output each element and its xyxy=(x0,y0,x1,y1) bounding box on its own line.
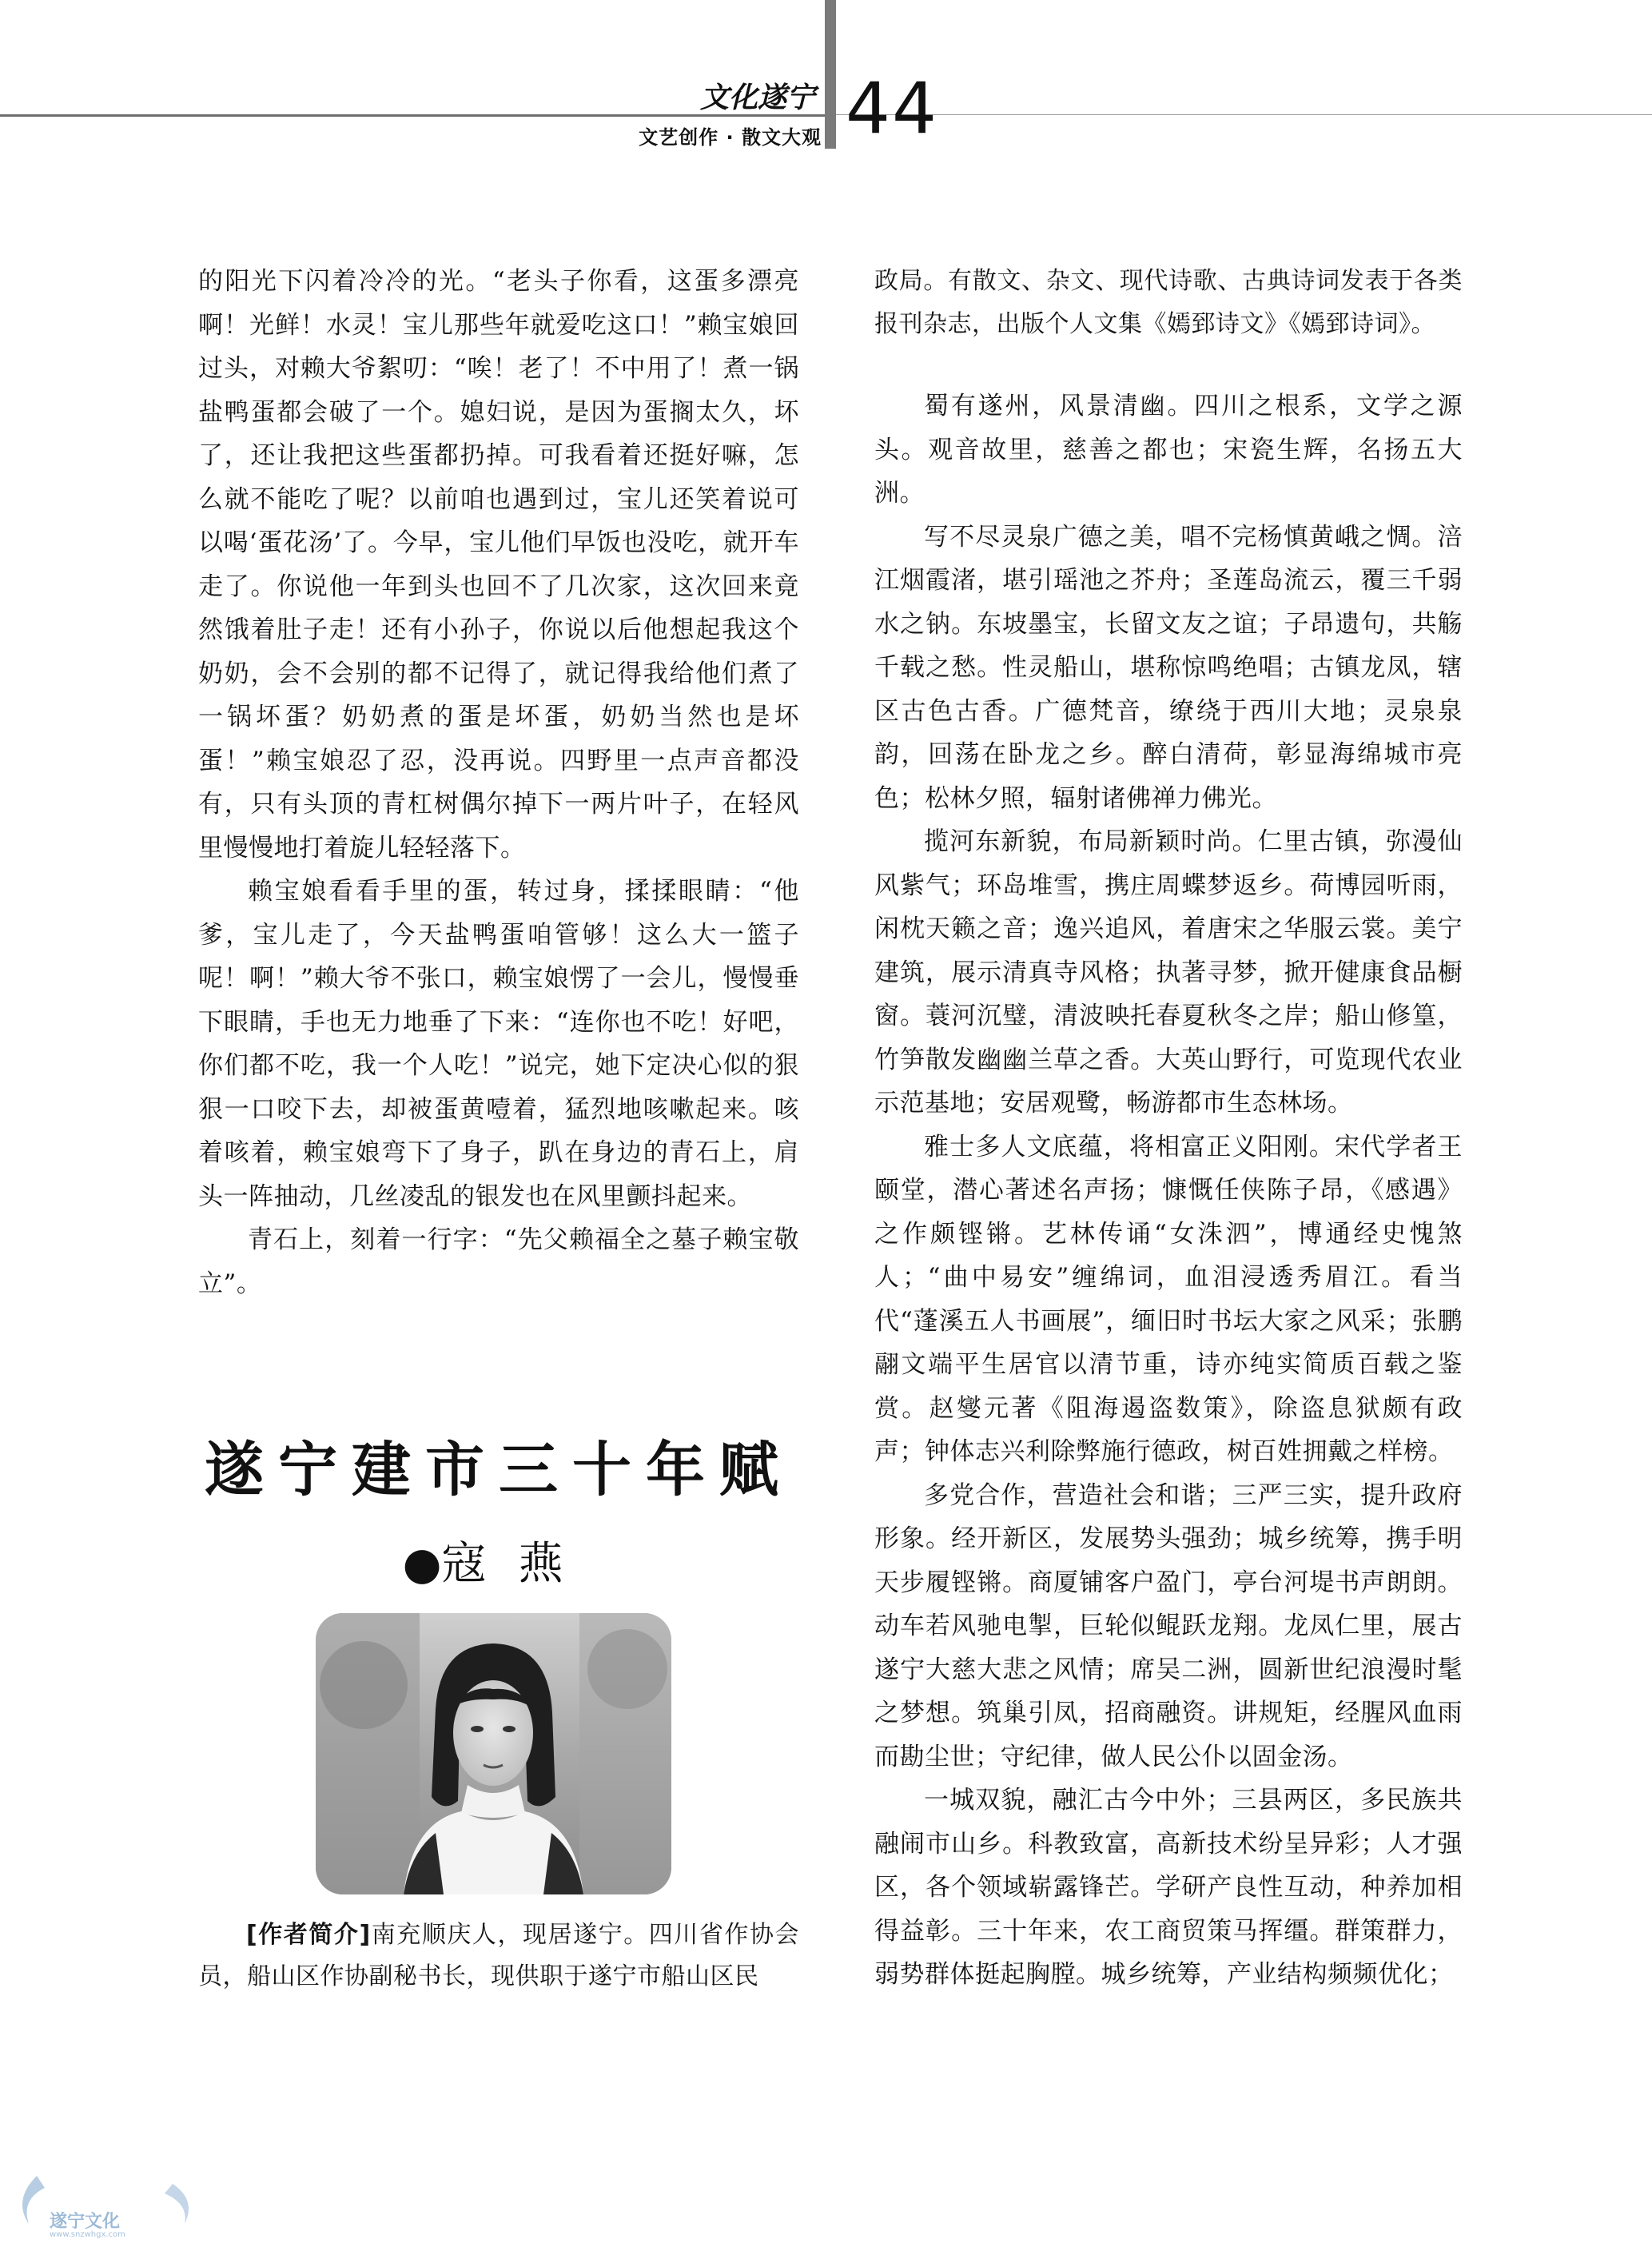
story-paragraph: 青石上，刻着一行字：“先父赖福全之墓子赖宝敬立”。 xyxy=(198,1225,799,1298)
column-spacer xyxy=(874,346,1463,384)
author-portrait-image xyxy=(316,1613,671,1894)
story-paragraph: 的阳光下闪着冷冷的光。“老头子你看，这蛋多漂亮啊！光鲜！水灵！宝儿那些年就爱吃这口！”赖宝娘回过头，对赖大爷絮叨：“唉！老了！不中用了！煮一锅盐鸭蛋都会破了一个。媳妇说，是因为蛋搁太久，坏了，还让我把这些蛋都扔掉。可我看着还挺好嘛，怎么就不能吃了呢？以前咱也遇到过，宝儿还笑着说可以喝‘蛋花汤’了。今早，宝儿他们早饭也没吃，就开车走了。你说他一年到头也回不了几次家，这次回来竟然饿着肚子走！还有小孙子，你说以后他想起我这个奶奶，会不会别的都不记得了，就记得我给他们煮了一锅坏蛋？奶奶煮的蛋是坏蛋，奶奶当然也是坏蛋！”赖宝娘忍了忍，没再说。四野里一点声音都没有，只有头顶的青杠树偶尔掉下一两片叶子，在轻风里慢慢地打着旋儿轻轻落下。 xyxy=(198,267,799,863)
header-vertical-bar xyxy=(825,0,836,149)
article-paragraph: 写不尽灵泉广德之美，唱不完杨慎黄峨之惆。涪江烟霞渚，堪引瑶池之芥舟；圣莲岛流云，覆三千弱水之钠。东坡墨宝，长留文友之谊；子昂遗句，共觞千载之愁。性灵船山，堪称惊鸣绝唱；古镇龙凤，辖区古色古香。广德梵音，缭绕于西川大地；灵泉泉韵，回荡在卧龙之乡。醉白清荷，彰显海绵城市亮色；松林夕照，辐射诸佛禅力佛光。 xyxy=(874,522,1463,813)
author-bio-continued: 政局。有散文、杂文、现代诗歌、古典诗词发表于各类报刊杂志，出版个人文集《嫣郅诗文》《嫣郅诗词》。 xyxy=(874,267,1463,338)
article-paragraph: 多党合作，营造社会和谐；三严三实，提升政府形象。经开新区，发展势头强劲；城乡统筹，携手明天步履铿锵。商厦铺客户盈门，亭台河堤书声朗朗。动车若风驰电掣，巨轮似鲲跃龙翔。龙凤仁里，展古遂宁大慈大悲之风情；席吴二洲，圆新世纪浪漫时髦之梦想。筑巢引凤，招商融资。讲规矩，经腥风血雨而勘尘世；守纪律，做人民公仆以固金汤。 xyxy=(874,1480,1463,1771)
article-paragraph: 雅士多人文底蕴，将相富正义阳刚。宋代学者王颐堂，潜心著述名声扬；慷慨任侠陈子昂，《感遇》之作颇铿锵。艺林传诵“女洙泗”，博通经史愧煞人；“曲中易安”缠绵词，血泪浸透秀眉江。看当代“蓬溪五人书画展”，缅旧时书坛大家之风采；张鹏翮文端平生居官以清节重，诗亦纯实简质百载之鉴赏。赵燮元著《阻海遏盗数策》，除盗息狱颇有政声；钟体志兴利除弊施行德政，树百姓拥戴之样榜。 xyxy=(874,1132,1463,1466)
author-bullet: ● xyxy=(402,1538,442,1590)
article-paragraph: 揽河东新貌，布局新颖时尚。仁里古镇，弥漫仙风紫气；环岛堆雪，携庄周蝶梦返乡。荷博园听雨，闲枕天籁之音；逸兴追风，着唐宋之华服云裳。美宁建筑，展示清真寺风格；执著寻梦，掀开健康食品橱窗。蓑河沉璧，清波映托春夏秋冬之岸；船山修篁，竹笋散发幽幽兰草之香。大英山野行，可览现代农业示范基地；安居观鹭，畅游都市生态林场。 xyxy=(874,827,1463,1118)
magazine-name: 文化遂宁 xyxy=(699,82,815,114)
article-author xyxy=(198,1528,799,1592)
header-rule-right xyxy=(825,114,1652,115)
right-column xyxy=(874,260,1463,1997)
article-title: 遂宁建市三十年赋 xyxy=(205,1436,793,1504)
author-bio xyxy=(198,1914,799,1998)
section-name: 文艺创作 · 散文大观 xyxy=(639,126,822,149)
page-number: 44 xyxy=(846,67,938,149)
watermark-name: 遂宁文化 xyxy=(50,2212,121,2232)
watermark-url: www.snzwhgx.com xyxy=(50,2230,125,2239)
article-paragraph: 蜀有遂州，风景清幽。四川之根系，文学之源头。观音故里，慈善之都也；宋瓷生辉，名扬五大洲。 xyxy=(874,392,1463,508)
author-name: 寇燕 xyxy=(441,1538,595,1590)
story-paragraph: 赖宝娘看看手里的蛋，转过身，揉揉眼睛：“他爹，宝儿走了，今天盐鸭蛋咱管够！这么大一篮子呢！啊！”赖大爷不张口，赖宝娘愣了一会儿，慢慢垂下眼睛，手也无力地垂了下来：“连你也不吃！好吧，你们都不吃，我一个人吃！”说完，她下定决心似的狠狠一口咬下去，却被蛋黄噎着，猛烈地咳嗽起来。咳着咳着，赖宝娘弯下了身子，趴在身边的青石上，肩头一阵抽动，几丝凌乱的银发也在风里颤抖起来。 xyxy=(198,877,799,1211)
article-paragraph: 一城双貌，融汇古今中外；三县两区，多民族共融闹市山乡。科教致富，高新技术纷呈异彩；人才强区，各个领域崭露锋芒。学研产良性互动，种养加相得益彰。三十年来，农工商贸策马挥缰。群策群力，弱势群体挺起胸膛。城乡统筹，产业结构频频优化； xyxy=(874,1786,1463,1989)
bio-label: [作者简介] xyxy=(246,1921,371,1949)
left-column xyxy=(198,260,799,1305)
bio-text: 南充顺庆人，现居遂宁。四川省作协会员，船山区作协副秘书长，现供职于遂宁市船山区民 xyxy=(198,1921,800,1990)
author-photo xyxy=(316,1613,671,1894)
